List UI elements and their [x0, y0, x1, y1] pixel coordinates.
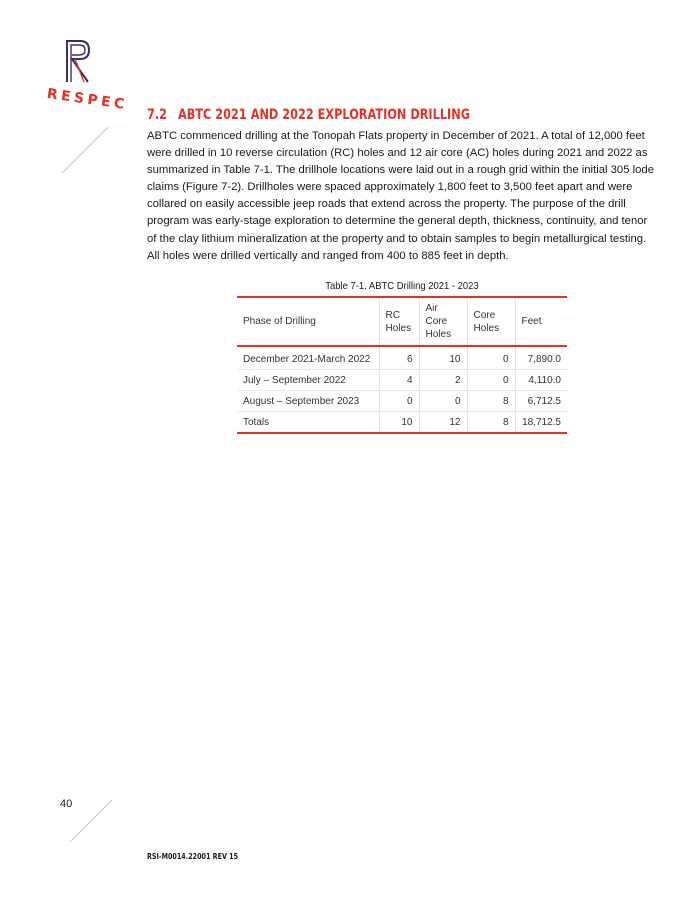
table-cell: 12 — [419, 412, 467, 434]
document-code: RSI-M0014.22001 REV 15 — [147, 852, 239, 861]
table-caption: Table 7-1. ABTC Drilling 2021 - 2023 — [325, 280, 479, 292]
table-row — [237, 370, 567, 391]
column-header: Core Holes — [467, 297, 515, 346]
column-header: Phase of Drilling — [237, 297, 379, 346]
column-header: Feet — [515, 297, 567, 346]
table-cell: August – September 2023 — [237, 391, 379, 412]
logo-brand-text: RESPEC — [45, 86, 129, 114]
drilling-table — [237, 296, 567, 434]
table-cell: 8 — [467, 412, 515, 434]
section-paragraph: ABTC commenced drilling at the Tonopah Flats property in December of 2021. A total of 12,000 feet were drilled in 10 reverse circulation (RC) holes and 12 air core (AC) holes during 2021 and 2022 as summarized in Table 7-1. The drillhole locations were laid out in a rough grid within the initial 305 lode claims (Figure 7-2). Drillholes were spaced approximately 1,800 feet to 3,500 feet apart and were collared on easily accessible jeep roads that extend across the property. The purpose of the drill program was early-stage exploration to determine the general depth, thickness, continuity, and tenor of the clay lithium mineralization at the property and to obtain samples to begin metallurgical testing. All holes were drilled vertically and ranged from 400 to 885 feet in depth. — [147, 130, 654, 262]
table-row — [237, 391, 567, 412]
section-heading — [147, 107, 470, 123]
table-cell: 0 — [379, 391, 419, 412]
table-totals-row — [237, 412, 567, 434]
column-header: RC Holes — [379, 297, 419, 346]
table-cell: July – September 2022 — [237, 370, 379, 391]
decorative-diagonal-line — [60, 125, 110, 175]
table-cell: December 2021-March 2022 — [237, 346, 379, 370]
table-cell: 6,712.5 — [515, 391, 567, 412]
table-cell: 18,712.5 — [515, 412, 567, 434]
respec-logo — [44, 38, 129, 118]
table-cell: 0 — [467, 370, 515, 391]
table-cell: 6 — [379, 346, 419, 370]
table-cell: 0 — [467, 346, 515, 370]
table-cell: 10 — [379, 412, 419, 434]
table-row — [237, 346, 567, 370]
table-cell: 8 — [467, 391, 515, 412]
table-header-row — [237, 297, 567, 346]
table-cell: 2 — [419, 370, 467, 391]
logo-r-mark-icon — [64, 38, 92, 84]
decorative-diagonal-line — [68, 798, 114, 844]
table-cell: 7,890.0 — [515, 346, 567, 370]
column-header: Air Core Holes — [419, 297, 467, 346]
table-cell: 4,110.0 — [515, 370, 567, 391]
section-title: ABTC 2021 AND 2022 EXPLORATION DRILLING — [177, 107, 471, 123]
section-number: 7.2 — [147, 107, 168, 123]
page-number: 40 — [60, 798, 73, 810]
table-cell: 0 — [419, 391, 467, 412]
table-cell: 4 — [379, 370, 419, 391]
table-cell: Totals — [237, 412, 379, 434]
table-cell: 10 — [419, 346, 467, 370]
